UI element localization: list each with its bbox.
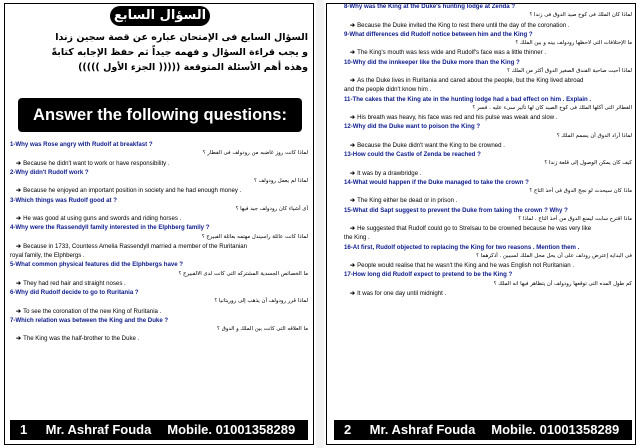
instructions-banner: Answer the following questions: bbox=[18, 98, 302, 132]
question-line: 1-Why was Rose angry with Rudolf at breakfast ? bbox=[10, 141, 153, 148]
answer-line bbox=[344, 289, 632, 298]
arrow-icon: ➔ bbox=[16, 279, 22, 287]
arrow-icon: ➔ bbox=[350, 21, 356, 29]
left-page-intro bbox=[10, 30, 308, 90]
answer-line bbox=[10, 334, 308, 343]
answer-line bbox=[10, 186, 308, 195]
answer-text: Because the Duke didn't want the King to be crowned . bbox=[357, 141, 505, 149]
answer-line bbox=[10, 307, 308, 316]
arrow-icon: ➔ bbox=[350, 225, 356, 232]
left-page-footer bbox=[10, 420, 308, 440]
arabic-translation: لماذا لم يعمل رودولف ؟ bbox=[254, 178, 308, 184]
right-page bbox=[324, 0, 640, 448]
answer-line bbox=[10, 279, 308, 288]
left-page bbox=[0, 0, 316, 448]
answer-text: Because he didn't want to work or have responsibility . bbox=[23, 159, 170, 167]
arabic-translation: كيف كان يمكن الوصول إلى قلعة زندا ؟ bbox=[544, 160, 632, 167]
author-mobile: Mobile. 01001358289 bbox=[491, 422, 620, 437]
answer-text: He was good at using guns and swords and riding horses . bbox=[23, 215, 182, 222]
arabic-translation: لماذا كانت روز غاضبه من رودولف فى الفطار ؟ bbox=[202, 150, 308, 157]
arabic-translation: ما الخصائص الجسدية المشتركه التى كانت لدى الالفبيرج ؟ bbox=[178, 270, 308, 277]
answer-line bbox=[344, 141, 632, 150]
arrow-icon: ➔ bbox=[16, 242, 22, 250]
arabic-translation: كم طول المده التى توقعها رودولف أن يتظاهر فيها انه الملك ؟ bbox=[493, 280, 632, 287]
answer-text: The King either be dead or in prison . bbox=[357, 197, 458, 205]
question-line: 15-What did Sapt suggest to prevent the Duke from taking the crown ? Why ? bbox=[344, 206, 568, 214]
arrow-icon: ➔ bbox=[16, 187, 22, 195]
arrow-icon: ➔ bbox=[350, 114, 356, 121]
arrow-icon: ➔ bbox=[16, 307, 22, 315]
answer-line bbox=[10, 242, 308, 251]
intro-line: وهذه أهم الأسئلة المتوقعة ((((( الجزء الأول ))))) bbox=[78, 62, 308, 73]
page-gutter bbox=[316, 0, 324, 448]
question-line: 10-Why did the innkeeper like the Duke more than the King ? bbox=[344, 58, 520, 66]
question-line: 6-Why did Rudolf decide to go to Ruritania ? bbox=[10, 289, 139, 296]
answer-continuation: and the people didn't know him . bbox=[344, 86, 432, 94]
question-line: 2-Why didn't Rudolf work ? bbox=[10, 168, 89, 176]
arrow-icon: ➔ bbox=[16, 335, 22, 343]
question-line: 8-Why was the King at the Duke's hunting lodge at Zenda ? bbox=[344, 3, 516, 10]
arrow-icon: ➔ bbox=[16, 215, 22, 222]
arrow-icon: ➔ bbox=[350, 262, 356, 269]
question-line: 13-How could the Castle of Zenda be reached ? bbox=[344, 151, 481, 158]
arrow-icon: ➔ bbox=[350, 141, 356, 149]
arrow-icon: ➔ bbox=[16, 159, 22, 167]
arabic-translation: لماذا كان الملك فى كوخ صيد الدوق فى زندا ؟ bbox=[529, 12, 632, 19]
page-number: 2 bbox=[344, 422, 352, 437]
answer-text: Because the Duke invited the King to rest there until the day of the coronation . bbox=[357, 21, 570, 29]
answer-text: The King was the half-brother to the Duke . bbox=[23, 335, 140, 343]
arrow-icon: ➔ bbox=[350, 77, 356, 84]
answer-line bbox=[344, 21, 632, 30]
answer-text: It was by a drawbridge . bbox=[357, 169, 422, 177]
answer-text: Because in 1733, Countess Amelia Rassendyll married a member of the Ruritanian bbox=[23, 242, 248, 250]
right-qa-list bbox=[344, 2, 632, 418]
intro-line: السؤال السابع فى الإمتحان عباره عن قصة سجين زندا bbox=[55, 32, 308, 43]
question-line: 5-What common physical features did the Elphbergs have ? bbox=[10, 261, 184, 269]
author-name: Mr. Ashraf Fouda bbox=[45, 422, 152, 437]
answer-text: They had red hair and straight noses . bbox=[23, 279, 126, 287]
answer-text: As the Duke lives in Ruritania and cared about the people, but the King lived abroad bbox=[357, 77, 584, 84]
arabic-translation: فى البدايه إعترض رودلف على أن يحل محل الملك لسببين . أذكرهما ؟ bbox=[476, 252, 632, 259]
question-line: 14-What would happen if the Duke managed to take the crown ? bbox=[344, 178, 529, 186]
arabic-translation: ماذا اقترح سابت ليمنع الدوق من أخذ التاج . لماذا ؟ bbox=[518, 215, 632, 222]
answer-text: To see the coronation of the new King of Ruritania . bbox=[23, 307, 162, 315]
arabic-translation: ما الإختلافات التى لاحظها رودولف بينه و بين الملك ؟ bbox=[515, 40, 632, 46]
arabic-translation: لماذا كانت عائلة راسيندل مهتمه بعائلة الفبيرج ؟ bbox=[201, 233, 308, 240]
answer-line bbox=[344, 76, 632, 85]
arabic-translation: الفطائر التى أكلها الملك فى كوخ الصيد كان لها تأثير سىء عليه . فسر ؟ bbox=[472, 104, 632, 111]
answer-line bbox=[344, 224, 632, 233]
arabic-translation: ماذا كان سيحدث لو نجح الدوق فى أخذ التاج ؟ bbox=[529, 188, 632, 194]
question-line: 17-How long did Rudolf expect to pretend to be the King ? bbox=[344, 271, 513, 279]
arrow-icon: ➔ bbox=[350, 169, 356, 177]
answer-text: Because he enjoyed an important position in society and he had enough money . bbox=[23, 187, 242, 195]
intro-line: و يجب قراءة السؤال و فهمه جيداً ثم حفظ الإجابه كتابةً bbox=[51, 47, 308, 58]
answer-line bbox=[10, 159, 308, 168]
arrow-icon: ➔ bbox=[350, 289, 356, 297]
answer-text: People would realise that he wasn't the King and he was English not Ruritanian . bbox=[357, 262, 575, 269]
arabic-translation: ما العلاقه التى كانت بين الملك و الدوق ؟ bbox=[217, 326, 308, 332]
arabic-translation: لماذا أراد الدوق أن يسمم الملك ؟ bbox=[556, 132, 632, 139]
answer-line bbox=[344, 261, 632, 270]
question-line: 7-Which relation was between the King and the Duke ? bbox=[10, 316, 169, 324]
left-qa-list bbox=[10, 140, 308, 418]
question-line: 3-Which things was Rudolf good at ? bbox=[10, 196, 117, 204]
page-number: 1 bbox=[20, 422, 28, 437]
author-name: Mr. Ashraf Fouda bbox=[369, 422, 476, 437]
answer-line bbox=[344, 48, 632, 57]
answer-line bbox=[344, 169, 632, 178]
arrow-icon: ➔ bbox=[350, 197, 356, 205]
author-mobile: Mobile. 01001358289 bbox=[167, 422, 296, 437]
arabic-translation: أى أشياء كان رودولف جيد فيها ؟ bbox=[235, 205, 308, 212]
answer-text: He suggested that Rudolf could go to Strelsau to be crowned because he was very like bbox=[357, 225, 592, 232]
answer-text: The King's mouth was less wide and Rudolf's face was a little thinner . bbox=[357, 49, 547, 57]
question-line: 16-At first, Rudolf objected to replacing the King for two reasons . Mention them . bbox=[344, 243, 580, 251]
answer-line bbox=[10, 214, 308, 223]
question-line: 11-The cakes that the King ate in the hunting lodge had a bad effect on him . Explain . bbox=[344, 95, 592, 103]
answer-continuation: royal family, the Elphbergs . bbox=[10, 252, 85, 259]
question-line: 4-Why were the Rassendyll family interested in the Elphberg family ? bbox=[10, 224, 210, 232]
answer-line bbox=[344, 196, 632, 205]
arabic-translation: لماذا قرر رودولف أن يذهب إلى روريتانيا ؟ bbox=[214, 298, 308, 305]
question-line: 12-Why did the Duke want to poison the King ? bbox=[344, 123, 481, 131]
question-line: 9-What differences did Rudolf notice between him and the King ? bbox=[344, 30, 533, 38]
left-page-title: السؤال السابع bbox=[110, 6, 210, 26]
answer-continuation: the King . bbox=[344, 234, 370, 242]
answer-text: It was for one day until midnight . bbox=[357, 289, 447, 297]
right-page-footer bbox=[334, 420, 632, 440]
arabic-translation: لماذا أحبت صاحبة الفندق الصغير الدوق أكثر من الملك ؟ bbox=[507, 67, 632, 74]
answer-text: His breath was heavy, his face was red and his pulse was weak and slow . bbox=[357, 114, 558, 121]
arrow-icon: ➔ bbox=[350, 49, 356, 57]
answer-line bbox=[344, 113, 632, 122]
